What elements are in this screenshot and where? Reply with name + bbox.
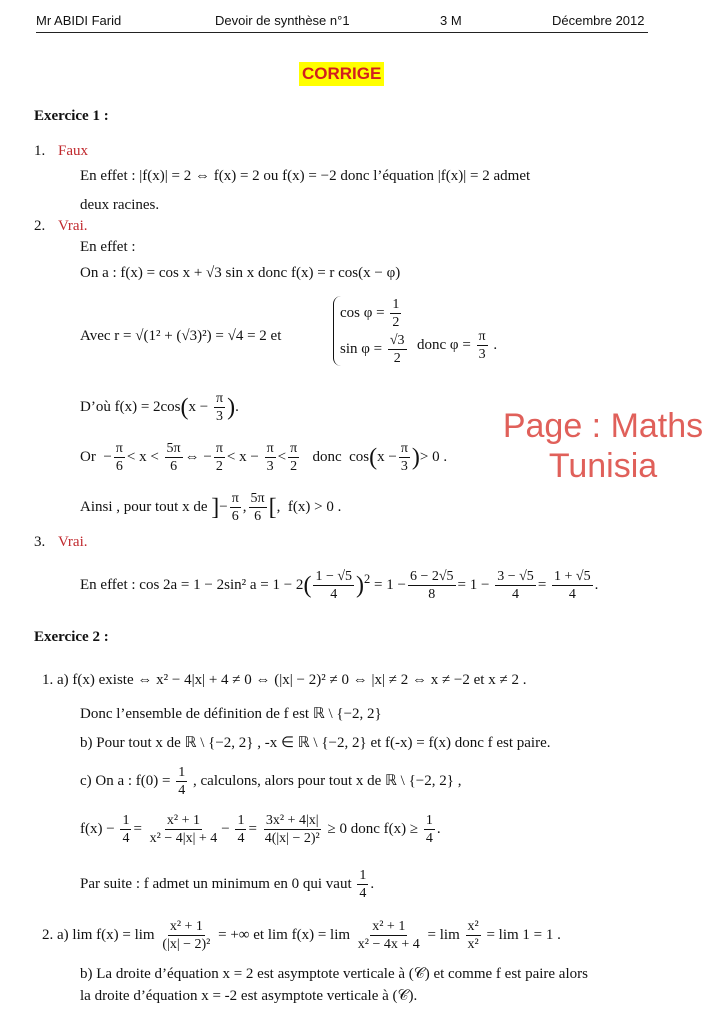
header-title: Devoir de synthèse n°1 [215,13,350,28]
exercise-1-title: Exercice 1 : [34,108,109,124]
header-rule [36,32,648,33]
ex2-line-7: 2. a) lim f(x) = lim $\frac{\text{x² + 1}}{\text{(|x| − 2)²}}$ = +∞ et lim f(x) = lim $\frac{\text{x² + 1}}{\text{x² − 4x + 4}}$ = lim $\frac{\text{x²}}{\text{x²}}$ = lim 1 = 1 . [42,919,561,952]
fraction-sqrt3-2: $\frac{√3}{2}$ [389,333,405,366]
ex1-q3-line: En effet : cos 2a = 1 − 2sin² a = 1 − 2( $\frac{1 - √5}{4}$ )$^2$ = 1 − $\frac{6 - 2√5}{8}$ = 1 − $\frac{3 - √5}{4}$ = $\frac{1 + √5}{4}$ . [80,569,599,602]
ex1-q2-dou: D’où f(x) = 2cos(x − $\frac{\pi}{3}$ ). [80,391,239,424]
ex1-q1-line-2: deux racines. [80,197,160,213]
ex2-line-4: c) On a : f(0) = $\frac{1}{4}$ , calculons, alors pour tout x de ℝ \ {−2, 2} , [80,765,462,798]
watermark [478,406,720,486]
header-class: 3 M [440,13,462,28]
watermark-line-2: Tunisia [548,447,658,485]
ex1-q2-answer: Vrai. [58,218,88,234]
header-author: Mr ABIDI Farid [36,13,122,28]
ex2-line-2: Donc l’ensemble de définition de f est ℝ \ {−2, 2} [80,706,382,722]
ex1-q2-line-2: On a : f(x) = cos x + √3 sin x donc f(x) = r cos(x − φ) [80,265,401,281]
ex2-line-8: b) La droite d’équation x = 2 est asymptote verticale à (𝒞) et comme f est paire alors [80,966,588,982]
ex1-q1-answer: Faux [58,143,88,159]
system-row-sin: sin φ = $\frac{√3}{2}$ [340,333,405,366]
watermark-line-1: Page : Maths [502,407,704,445]
ex2-line-1: 1. a) f(x) existe ⇔ x² − 4|x| + 4 ≠ 0 ⇔ (|x| − 2)² ≠ 0 ⇔ |x| ≠ 2 ⇔ x ≠ −2 et x ≠ 2 . [42,672,527,688]
header-date: Décembre 2012 [552,13,645,28]
system-row-cos: cos φ = $\frac{1}{2}$ [340,297,400,330]
ex1-q1-line-1: En effet : |f(x)| = 2 ⇔ f(x) = 2 ou f(x) = −2 donc l’équation |f(x)| = 2 admet [80,168,531,184]
ex2-line-6: Par suite : f admet un minimum en 0 qui vaut $\frac{1}{4}$ . [80,868,375,901]
ex2-line-3: b) Pour tout x de ℝ \ {−2, 2} , -x ∈ ℝ \ {−2, 2} et f(-x) = f(x) donc f est paire. [80,735,551,751]
ex1-q2-line-1: En effet : [80,239,136,255]
fraction-1-2: $\frac{1}{2}$ [392,297,400,330]
ex1-q2-avec: Avec r = √(1² + (√3)²) = √4 = 2 et [80,328,282,344]
ex1-q2-number: 2. [34,218,46,234]
corrige-badge: CORRIGE [299,62,384,86]
ex1-q3-answer: Vrai. [58,534,88,550]
ex1-q1-number: 1. [34,143,46,159]
fraction-pi-3: $\frac{\pi}{3}$ [216,391,224,424]
exercise-2-title: Exercice 2 : [34,629,109,645]
system-brace [333,296,410,366]
ex2-line-5: f(x) − $\frac{1}{4}$ = $\frac{\text{x² + 1}}{\text{x² − 4|x| + 4}}$ − $\frac{1}{4}$ = $\frac{\text{3x² + 4|x|}}{\text{4(|x| − 2)²}}$ ≥ 0 donc f(x) ≥ $\frac{1}{4}$ . [80,813,441,846]
ex1-q2-ainsi: Ainsi , pour tout x de ]− $\frac{\pi}{6}$ , $\frac{5\pi}{6}$ [, f(x) > 0 . [80,491,342,524]
ex1-q2-system [333,296,410,366]
fraction-pi-3: $\frac{\pi}{3}$ [478,329,486,362]
ex1-q2-or: Or − $\frac{\pi}{6}$ < x < $\frac{5\pi}{6}$ ⇔ − $\frac{\pi}{2}$ < x − $\frac{\pi}{3}$ < $\frac{\pi}{2}$ donc cos(x − $\frac{\pi}{3}$ )> 0 . [80,441,448,474]
ex1-q2-phi: donc φ = $\frac{\pi}{3}$ . [417,329,498,362]
ex2-line-9: la droite d’équation x = -2 est asymptote verticale à (𝒞). [80,988,418,1004]
ex1-q3-number: 3. [34,534,46,550]
